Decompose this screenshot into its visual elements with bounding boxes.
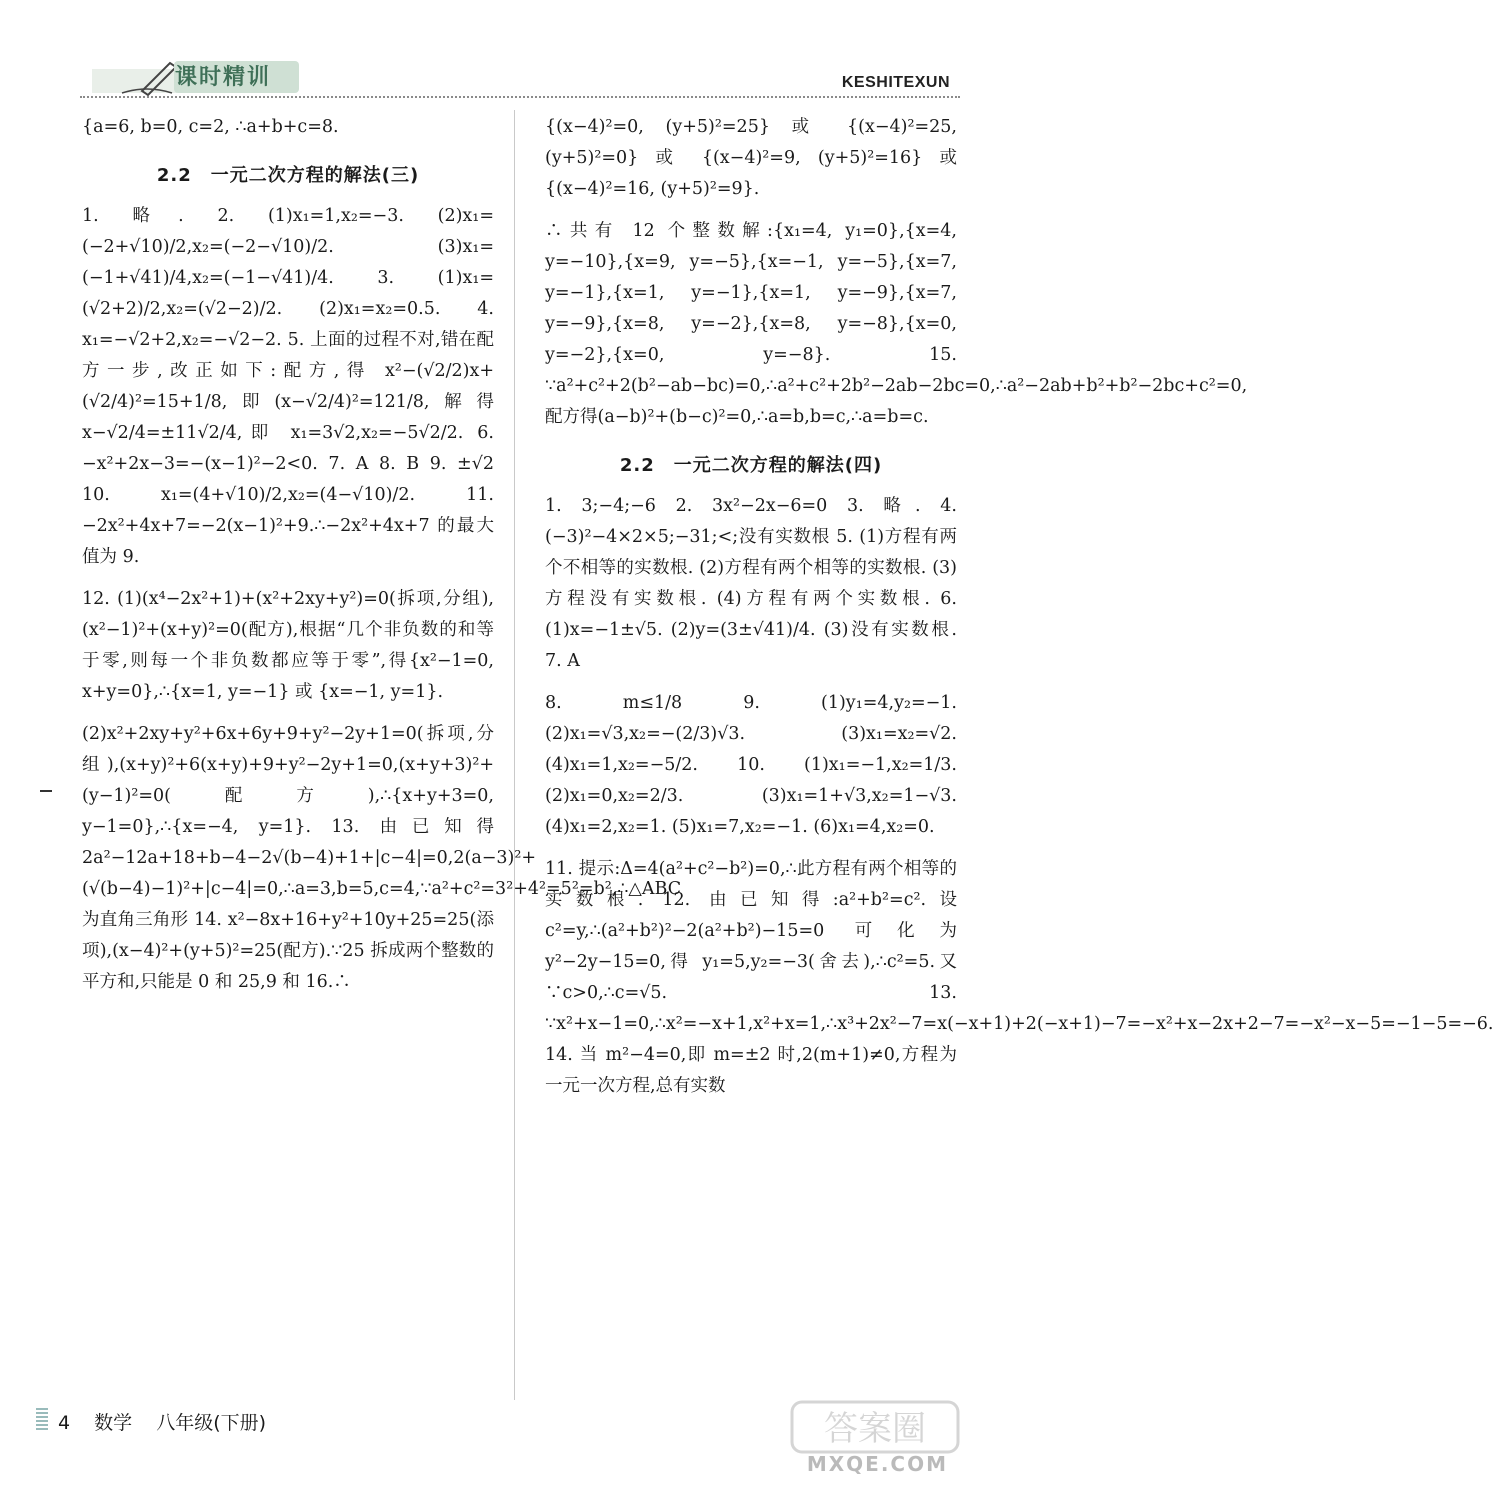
brand-title: 课时精训: [175, 65, 272, 90]
left-column: [82, 112, 682, 1009]
footer-stripe-icon: [36, 1408, 48, 1430]
margin-mark: [40, 790, 52, 792]
answer-block: 12. (1)(x⁴−2x²+1)+(x²+2xy+y²)=0(拆项,分组),(x²−1)²+(x+y)²=0(配方),根据“几个非负数的和等于零,则每一个非负数都应等于零”,得{x²−1=0, x+y=0},∴{x=1, y=−1} 或 {x=−1, y=1}.: [82, 589, 494, 702]
page-number: 4: [58, 1412, 71, 1434]
page-footer: [58, 1408, 284, 1435]
answer-block: (2)x²+2xy+y²+6x+6y+9+y²−2y+1=0(拆项,分组),(x+y)²+6(x+y)+9+y²−2y+1=0,(x+y+3)²+(y−1)²=0(配方),∴{x+y+3=0, y−1=0},∴{x=−4, y=1}. 13. 由已知得 2a²−12a+18+b−4−2√(b−4)+1+|c−4|=0,2(a−3)²+(√(b−4)−1)²+|c−4|=0,∴a=3,b=5,c=4,∵a²+c²=3²+4²=5²=b²,∴△ABC 为直角三角形 14. x²−8x+16+y²+10y+25=25(添项),(x−4)²+(y+5)²=25(配方).∵25 拆成两个整数的平方和,只能是 0 和 25,9 和 16.∴: [82, 724, 682, 992]
grade-label: 八年级(下册): [156, 1412, 267, 1434]
answer-block: 1. 略. 2. (1)x₁=1,x₂=−3. (2)x₁=(−2+√10)/2,x₂=(−2−√10)/2. (3)x₁=(−1+√41)/4,x₂=(−1−√41)/4. 3. (1)x₁=(√2+2)/2,x₂=(√2−2)/2. (2)x₁=x₂=0.5. 4. x₁=−√2+2,x₂=−√2−2. 5. 上面的过程不对,错在配方一步,改正如下:配方,得 x²−(√2/2)x+(√2/4)²=15+1/8,即(x−√2/4)²=121/8,解得 x−√2/4=±11√2/4,即 x₁=3√2,x₂=−5√2/2. 6. −x²+2x−3=−(x−1)²−2<0. 7. A 8. B 9. ±√2 10. x₁=(4+√10)/2,x₂=(4−√10)/2. 11. −2x²+4x+7=−2(x−1)²+9.∴−2x²+4x+7 的最大值为 9.: [82, 206, 494, 567]
answer-block: {(x−4)²=0, (y+5)²=25} 或 {(x−4)²=25, (y+5)²=0} 或 {(x−4)²=9, (y+5)²=16} 或 {(x−4)²=16, (y+5)²=9}.: [545, 117, 957, 199]
answer-block: 11. 提示:Δ=4(a²+c²−b²)=0,∴此方程有两个相等的实数根. 12. 由已知得:a²+b²=c².设 c²=y,∴(a²+b²)²−2(a²+b²)−15=0 可化为 y²−2y−15=0,得 y₁=5,y₂=−3(舍去),∴c²=5.又∵c>0,∴c=√5. 13. ∵x²+x−1=0,∴x²=−x+1,x²+x=1,∴x³+2x²−7=x(−x+1)+2(−x+1)−7=−x²+x−2x+2−7=−x²−x−5=−1−5=−6. 14. 当 m²−4=0,即 m=±2 时,2(m+1)≠0,方程为一元一次方程,总有实数: [545, 859, 1493, 1096]
watermark-text: 答案圈: [824, 1409, 926, 1449]
answer-block: ∴共有 12 个整数解:{x₁=4, y₁=0},{x=4, y=−10},{x=9, y=−5},{x=−1, y=−5},{x=7, y=−1},{x=1, y=−1},{x=1, y=−9},{x=7, y=−9},{x=8, y=−2},{x=8, y=−8},{x=0, y=−2},{x=0, y=−8}. 15. ∵a²+c²+2(b²−ab−bc)=0,∴a²+c²+2b²−2ab−2bc=0,∴a²−2ab+b²+b²−2bc+c²=0,配方得(a−b)²+(b−c)²=0,∴a=b,b=c,∴a=b=c.: [545, 221, 1248, 427]
subject-label: 数学: [94, 1412, 133, 1434]
brand-english: KESHITEXUN: [841, 74, 950, 91]
answer-block: 8. m≤1/8 9. (1)y₁=4,y₂=−1. (2)x₁=√3,x₂=−(2/3)√3. (3)x₁=x₂=√2. (4)x₁=1,x₂=−5/2. 10. (1)x₁=−1,x₂=1/3. (2)x₁=0,x₂=2/3. (3)x₁=1+√3,x₂=1−√3. (4)x₁=2,x₂=1. (5)x₁=7,x₂=−1. (6)x₁=4,x₂=0.: [545, 693, 957, 837]
page-header: [0, 0, 1000, 100]
watermark-url: MXQE.COM: [806, 1452, 948, 1476]
answer-block: {a=6, b=0, c=2, ∴a+b+c=8.: [82, 117, 339, 137]
right-column: [545, 112, 1493, 1113]
section-heading: 2.2 一元二次方程的解法(三): [156, 165, 420, 186]
header-divider: [80, 96, 960, 98]
answer-block: 1. 3;−4;−6 2. 3x²−2x−6=0 3. 略. 4. (−3)²−4×2×5;−31;<;没有实数根 5. (1)方程有两个不相等的实数根. (2)方程有两个相等的实数根. (3)方程没有实数根. (4)方程有两个实数根. 6. (1)x=−1±√5. (2)y=(3±√41)/4. (3)没有实数根. 7. A: [545, 496, 957, 671]
column-divider: [514, 110, 515, 1400]
section-heading: 2.2 一元二次方程的解法(四): [619, 455, 883, 476]
